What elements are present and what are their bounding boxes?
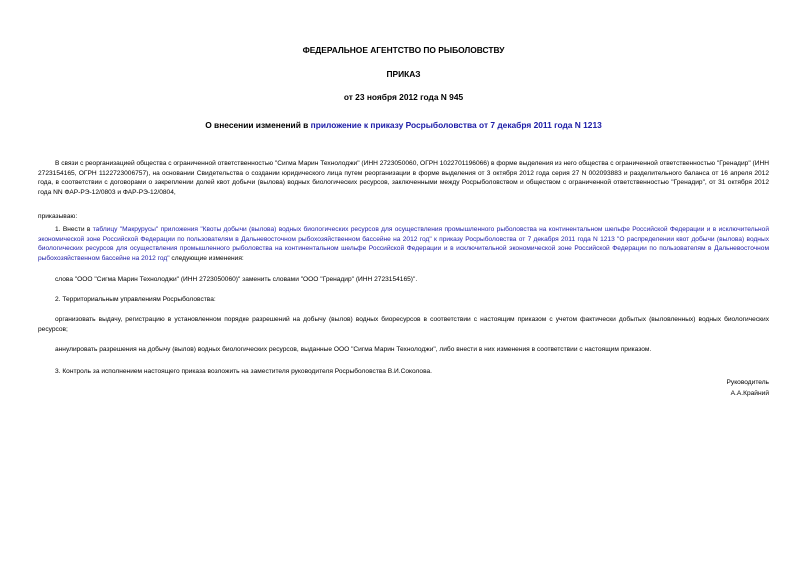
order-word: приказываю: (38, 213, 78, 220)
agency-name: ФЕДЕРАЛЬНОЕ АГЕНТСТВО ПО РЫБОЛОВСТВУ (302, 45, 505, 55)
preamble-paragraph: В связи с реорганизацией общества с ограниченной ответственностью "Сигма Марин Технолоджи" (ИНН 2723050060, ОГРН 1022701196066) в форме выделения из него общества с ограниченной ответственностью "Гренадир" (ИНН 2723154165, ОГРН 1122723006757), на основании Свидетельства о создании юридического лица путем реорганизации в форме выделения от 3 октября 2012 года серия 27 N 002093883 и разделительного баланса от 16 апреля 2012 года, в соответствии с договорами о закреплении долей квот добычи (вылова) водных биологических ресурсов, заключенными между Росрыболовством и обществом с ограниченной ответственностью "Гренадир", от 31 октября 2012 года NN ФАР-РЭ-12/0803 и ФАР-РЭ-12/0804, (38, 160, 769, 196)
item-1-prefix: 1. Внести в (55, 226, 93, 233)
title-link[interactable]: приложение к приказу Росрыболовства от 7 декабря 2011 года N 1213 (310, 120, 602, 130)
item-1-change: слова "ООО "Сигма Марин Технолоджи" (ИНН 2723050060)" заменить словами "ООО "Гренадир" (ИНН 2723154165)". (55, 276, 418, 283)
item-2-heading: 2. Территориальным управлениям Росрыболовства: (55, 296, 216, 303)
item-3-paragraph: 3. Контроль за исполнением настоящего приказа возложить на заместителя руководителя Росрыболовства В.И.Соколова. (55, 368, 432, 375)
signature-role: Руководитель (726, 379, 769, 386)
document-type: ПРИКАЗ (386, 69, 421, 79)
document-date-number: от 23 ноября 2012 года N 945 (343, 92, 464, 102)
item-1-suffix: следующие изменения: (169, 254, 244, 262)
item-2-organize: организовать выдачу, регистрацию в установленном порядке разрешений на добычу (вылов) водных биоресурсов в соответствии с настоящим приказом с учетом фактически добытых (выловленных) водных биологических ресурсов; (38, 316, 769, 333)
signature-name: А.А.Крайний (730, 390, 769, 397)
item-1-link[interactable]: таблицу "Макрурусы" приложения "Квоты добычи (вылова) водных биологических ресурсов для осуществления промышленного рыболовства на континентальном шельфе Российской Федерации и в исключительной экономической зоне Российской Федерации по пользователям в Дальневосточном рыбохозяйственном бассейне на 2012 год" к приказу Росрыболовства от 7 декабря 2011 года N 1213 "О распределении квот добычи (вылова) водных биологических ресурсов для осуществления промышленного рыболовства на континентальном шельфе Российской Федерации и в исключительной экономической зоне Российской Федерации по пользователям в Дальневосточном рыбохозяйственном бассейне на 2012 год" (38, 226, 769, 262)
title-prefix: О внесении изменений в (205, 120, 311, 130)
item-1-paragraph (38, 225, 769, 263)
document-title (0, 120, 807, 131)
item-2-annul: аннулировать разрешения на добычу (вылов) водных биологических ресурсов, выданные ООО "Сигма Марин Технолоджи", либо внести в них изменения в соответствии с настоящим приказом. (55, 346, 652, 353)
